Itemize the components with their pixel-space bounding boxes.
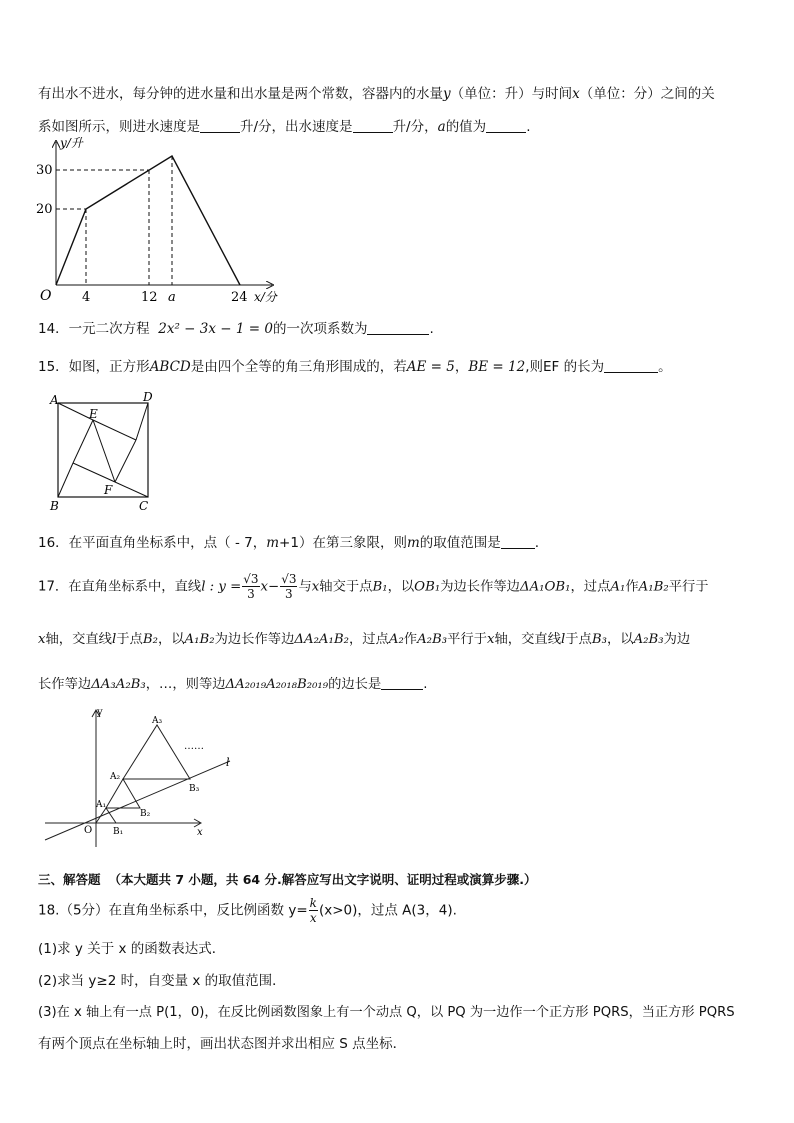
q13-text-f: 升/分，: [392, 119, 438, 135]
q18-frac-den: x: [309, 911, 317, 925]
q18-part-3b: 有两个顶点在坐标轴上时，画出状态图并求出相应 S 点坐标．: [38, 1036, 407, 1052]
q17-text-16: 轴，交直线: [494, 632, 561, 647]
q15-ae: AE = 5: [406, 359, 455, 375]
q17-text-17: 于点: [565, 632, 592, 647]
q18-frac-num: k: [309, 896, 317, 910]
q17-tri1: ΔA₁OB₁: [519, 579, 571, 595]
q17-frac-1: [242, 572, 259, 601]
q17-frac-2: [280, 572, 297, 601]
fig17-dots: ……: [184, 741, 204, 752]
q16-m2: m: [406, 535, 420, 551]
q17-A2B3b: A₂B₃: [633, 632, 664, 647]
q17-A1: A₁: [610, 579, 626, 595]
square-abcd: [58, 403, 148, 497]
q16: [38, 531, 539, 551]
q18-part-2: (2)求当 y≥2 时，自变量 x 的取值范围．: [38, 973, 286, 989]
fig17-A2: A₂: [110, 772, 121, 782]
q17-line-1: [38, 572, 709, 601]
q13-text-g: 的值为: [445, 119, 487, 135]
q17-text-13: ，过点: [348, 632, 389, 647]
var-y: y: [443, 86, 451, 102]
q15-comma: ，: [454, 359, 469, 375]
q16-end: .: [534, 535, 540, 551]
answer-blank-q14[interactable]: [367, 322, 429, 335]
q17-text-2: 与: [298, 579, 312, 595]
fig17-B1: B₁: [113, 827, 124, 837]
q14-equation: 2x² − 3x − 1 = 0: [158, 321, 273, 337]
frac-1-den: 3: [247, 587, 255, 601]
q17-text-6: ，过点: [570, 579, 611, 595]
q17-B3: B₃: [591, 632, 607, 647]
q13-text-c: （单位：分）之间的关: [579, 86, 715, 102]
q13-line-1: [38, 82, 715, 102]
q17-OB1: OB₁: [414, 579, 441, 595]
answer-blank-a[interactable]: [486, 120, 526, 133]
q17-text-10: 于点: [116, 632, 143, 647]
q16-mid: +1）在第三象限，则: [279, 535, 407, 551]
q17-text-9: 轴，交直线: [45, 632, 112, 647]
q16-prefix: 16．在平面直角坐标系中，点（ - 7，: [38, 535, 267, 551]
q15-prefix: 15．如图，正方形: [38, 359, 150, 375]
q17-xvar: x: [260, 579, 269, 595]
label-B: B: [50, 499, 59, 513]
label-D: D: [143, 390, 153, 404]
answer-blank-q15[interactable]: [604, 360, 658, 373]
q17-text-12: 为边长作等边: [214, 632, 295, 647]
q17-text-11: ，以: [157, 632, 185, 647]
q13-text-d: 系如图所示，则进水速度是: [38, 119, 200, 135]
water-volume-graph: [34, 134, 284, 306]
frac-2-den: 3: [285, 587, 293, 601]
q15-tail: ,则EF 的长为: [525, 359, 605, 375]
q18-part-3a: (3)在 x 轴上有一点 P(1，0)，在反比例函数图象上有一个动点 Q，以 PQ 为一边作一个正方形 PQRS，当正方形 PQRS: [38, 1005, 735, 1020]
q18-prefix: 18.（5分）在直角坐标系中，反比例函数 y=: [38, 902, 308, 919]
q13-line-2: [38, 115, 530, 135]
q16-m1: m: [266, 535, 280, 551]
fig17-l: l: [226, 756, 230, 769]
q17-tri3: ΔA₃A₂B₃: [91, 677, 146, 692]
section-3-note: （本大题共 7 小题，共 64 分.解答应写出文字说明、证明过程或演算步骤.）: [108, 872, 537, 887]
q17-text-18: ，以: [606, 632, 634, 647]
label-E: E: [89, 407, 98, 421]
q14-prefix: 14．一元二次方程: [38, 321, 150, 337]
q17-tri4: ΔA₂₀₁₉A₂₀₁₈B₂₀₁₉: [225, 677, 329, 692]
x-tick-a: a: [168, 290, 176, 305]
q14-end: .: [429, 321, 434, 337]
var-x: x: [572, 86, 580, 102]
frac-2-num: √3: [281, 572, 297, 586]
q17-minus: −: [268, 579, 280, 595]
q17-end: .: [423, 677, 428, 692]
q17-B2: B₂: [142, 632, 158, 647]
q17-line-2: [38, 628, 690, 647]
q17-A1B2: A₁B₂: [638, 579, 669, 595]
fig17-A3: A₃: [152, 716, 163, 726]
q18-frac: [309, 896, 318, 925]
q17-text-22: 的边长是: [328, 677, 382, 692]
answer-blank-outflow[interactable]: [353, 120, 393, 133]
x-tick-4: 4: [82, 290, 91, 305]
x-axis-label: x/分: [254, 290, 277, 304]
section-3-heading: [38, 870, 536, 888]
q18-suffix: (x>0)，过点 A(3，4).: [318, 902, 457, 919]
q13-text-e: 升/分，出水速度是: [240, 119, 353, 135]
q15-mid: 是由四个全等的角三角形围成的，若: [190, 359, 407, 375]
answer-blank-q17[interactable]: [381, 677, 423, 690]
q17-text-15: 平行于: [447, 632, 488, 647]
section-3-title: 三、解答题: [38, 872, 101, 887]
answer-blank-q16[interactable]: [501, 536, 535, 549]
y-axis-label: y/升: [60, 136, 83, 150]
x-tick-24: 24: [231, 290, 248, 305]
inner-triangles: [58, 403, 148, 497]
q17-B1: B₁: [372, 579, 388, 595]
fig17-x: x: [197, 827, 203, 838]
fig17-O: O: [84, 825, 93, 836]
y-tick-20: 20: [36, 202, 53, 217]
q17-x: x: [311, 579, 320, 595]
q15-be: BE = 12: [468, 359, 526, 375]
volume-line: [56, 156, 240, 285]
q17-line-eq: l : y =: [201, 579, 242, 595]
q14: [38, 317, 434, 337]
fig17-B2: B₂: [140, 809, 151, 819]
q18-stem: [38, 896, 457, 925]
x-tick-12: 12: [141, 290, 158, 305]
q17-text-20: 长作等边: [38, 677, 92, 692]
q17-tri2: ΔA₂A₁B₂: [294, 632, 349, 647]
q14-suffix: 的一次项系数为: [272, 321, 368, 337]
origin-label: O: [40, 288, 52, 304]
q17-A2B3: A₂B₃: [417, 632, 448, 647]
q17-text-21: ，…，则等边: [145, 677, 226, 692]
q15-end: 。: [658, 359, 672, 375]
q17-text-19: 为边: [663, 632, 691, 647]
q17-A2: A₂: [388, 632, 404, 647]
q17-x3: x: [487, 632, 495, 647]
fig17-y: y: [97, 707, 103, 718]
label-C: C: [139, 499, 149, 513]
q18-part-1: (1)求 y 关于 x 的函数表达式．: [38, 941, 226, 957]
q16-tail: 的取值范围是: [419, 535, 501, 551]
q15: [38, 355, 672, 375]
q17-text-5: 为边长作等边: [440, 579, 520, 595]
triangles-figure: [40, 703, 250, 853]
q17-text-3: 轴交于点: [319, 579, 373, 595]
label-A: A: [50, 393, 59, 407]
q17-A1B2b: A₁B₂: [184, 632, 215, 647]
q17-text-1: 17．在直角坐标系中，直线: [38, 579, 202, 595]
q17-x2: x: [38, 632, 46, 647]
answer-blank-inflow[interactable]: [200, 120, 240, 133]
q17-text-7: 作: [625, 579, 639, 595]
y-tick-30: 30: [36, 163, 53, 178]
label-F: F: [104, 483, 113, 497]
q13-text-a: 有出水不进水，每分钟的进水量和出水量是两个常数，容器内的水量: [38, 86, 443, 102]
q17-text-14: 作: [403, 632, 418, 647]
square-figure: [46, 390, 164, 514]
q17-line-3: [38, 673, 428, 692]
frac-1-num: √3: [243, 572, 259, 586]
q17-l: l: [111, 632, 117, 647]
q17-text-8: 平行于: [668, 579, 709, 595]
q13-text-h: .: [526, 119, 531, 135]
fig17-A1: A₁: [96, 800, 107, 810]
q17-text-4: ，以: [387, 579, 415, 595]
q15-square: ABCD: [149, 359, 191, 375]
q17-l2: l: [561, 632, 566, 647]
var-a: a: [437, 119, 446, 135]
fig17-B3: B₃: [189, 784, 200, 794]
q13-text-b: （单位：升）与时间: [450, 86, 573, 102]
